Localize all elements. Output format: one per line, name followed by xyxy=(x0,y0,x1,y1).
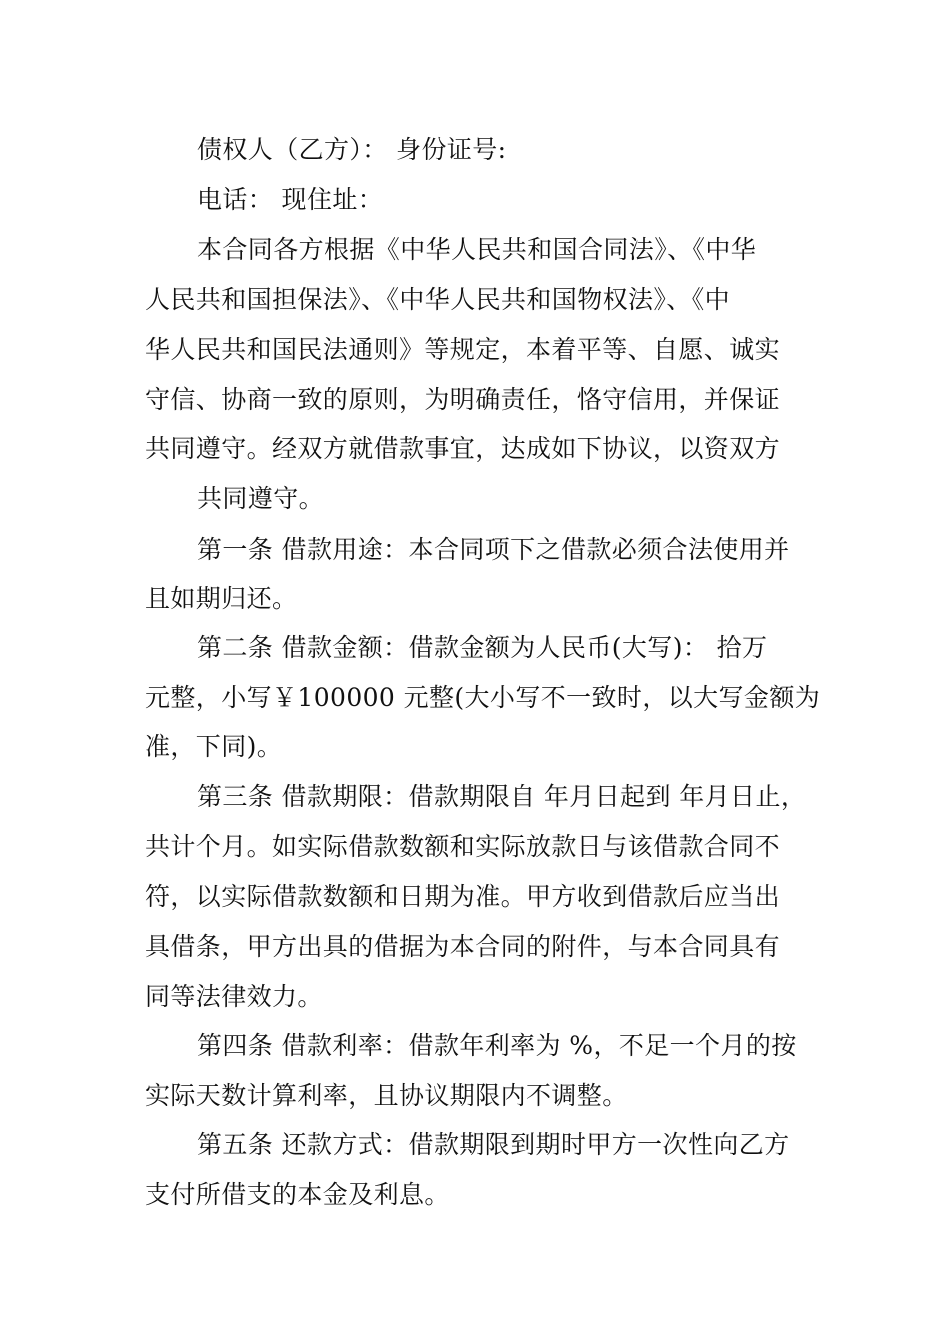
preamble-line-3: 华人民共和国民法通则》等规定，本着平等、自愿、诚实 xyxy=(145,335,781,364)
article-3-line-3: 符，以实际借款数额和日期为准。甲方收到借款后应当出 xyxy=(145,882,781,911)
article-1-line-2: 且如期归还。 xyxy=(145,584,298,613)
article-2-line-2: 元整，小写￥100000 元整(大小写不一致时，以大写金额为 xyxy=(145,683,821,712)
preamble-line-4: 守信、协商一致的原则，为明确责任，恪守信用，并保证 xyxy=(145,385,781,414)
article-2-line-1: 第二条 借款金额：借款金额为人民币(大写)： 拾万 xyxy=(197,633,768,662)
creditor-line: 债权人（乙方）： 身份证号: xyxy=(197,135,507,164)
article-5-line-2: 支付所借支的本金及利息。 xyxy=(145,1180,450,1209)
article-3-line-1: 第三条 借款期限：借款期限自 年月日起到 年月日止， xyxy=(197,782,807,811)
article-1-line-1: 第一条 借款用途：本合同项下之借款必须合法使用并 xyxy=(197,535,790,564)
preamble-line-1: 本合同各方根据《中华人民共和国合同法》、《中华 xyxy=(197,235,757,264)
article-4-line-2: 实际天数计算利率，且协议期限内不调整。 xyxy=(145,1081,628,1110)
preamble-line-6: 共同遵守。 xyxy=(197,484,325,513)
preamble-line-2: 人民共和国担保法》、《中华人民共和国物权法》、《中 xyxy=(145,285,731,314)
article-3-line-2: 共计个月。如实际借款数额和实际放款日与该借款合同不 xyxy=(145,832,781,861)
article-5-line-1: 第五条 还款方式：借款期限到期时甲方一次性向乙方 xyxy=(197,1130,790,1159)
article-3-line-5: 同等法律效力。 xyxy=(145,982,323,1011)
preamble-line-5: 共同遵守。经双方就借款事宜，达成如下协议，以资双方 xyxy=(145,434,781,463)
article-3-line-4: 具借条，甲方出具的借据为本合同的附件，与本合同具有 xyxy=(145,932,781,961)
article-4-line-1: 第四条 借款利率：借款年利率为 %，不足一个月的按 xyxy=(197,1031,797,1060)
article-2-line-3: 准，下同)。 xyxy=(145,732,283,761)
phone-address-line: 电话： 现住址： xyxy=(197,185,384,214)
